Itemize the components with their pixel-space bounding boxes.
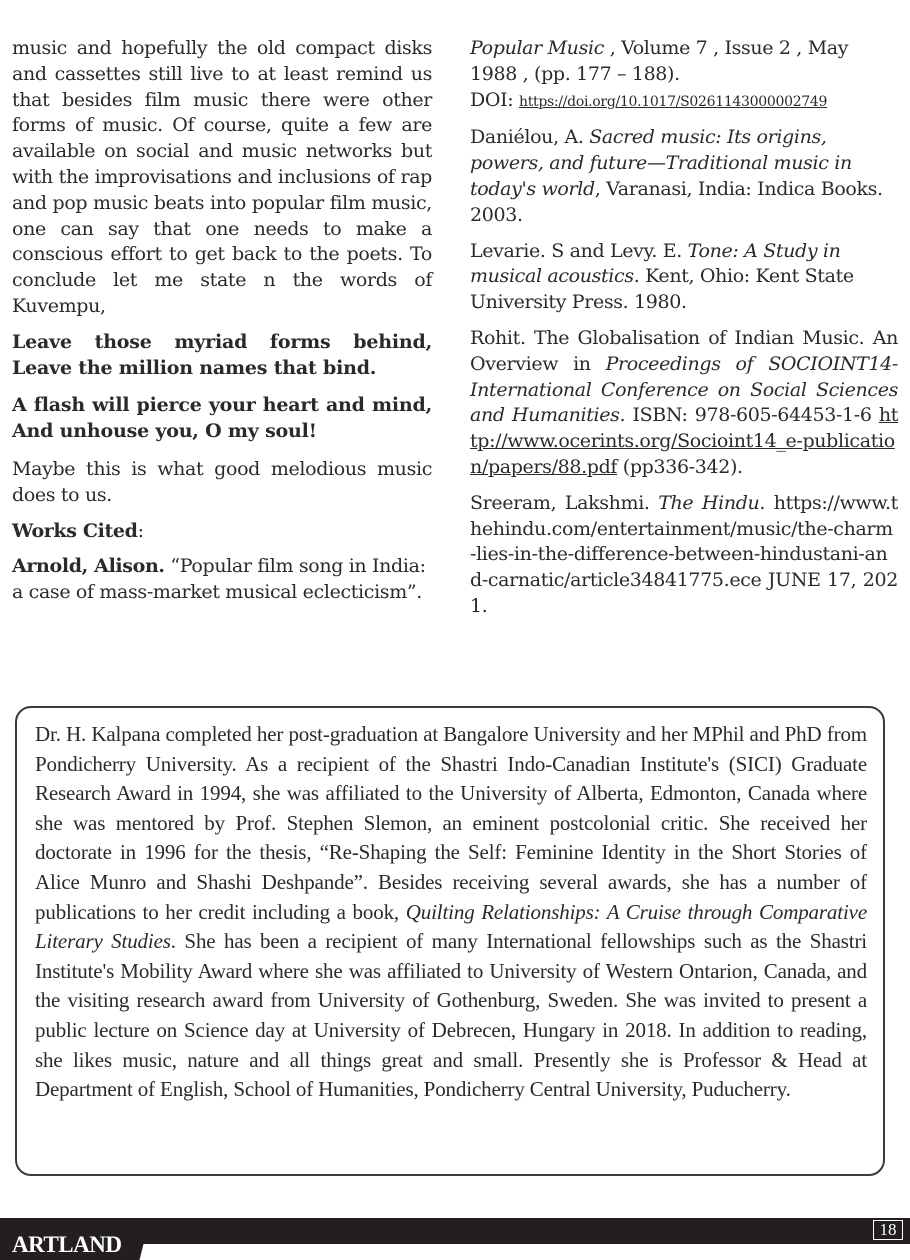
works-cited-colon: :	[137, 519, 144, 542]
bio-text-part-1: Dr. H. Kalpana completed her post-graduation at Bangalore University and her MPhil and PhD from Pondicherry University. As a recipient of the Shastri Indo-Canadian Institute's (SICI) Graduate Research Award in 1994, she was affiliated to the University of Alberta, Edmonton, Canada where she was mentored by Prof. Stephen Slemon, an eminent postcolonial critic. She received her doctorate in 1996 for the thesis, “Re-Shaping the Self: Feminine Identity in the Short Stories of Alice Munro and Shashi Deshpande”. Besides receiving several awards, she has a number of publications to her credit including a book,	[35, 722, 867, 924]
citation-sreeram	[470, 491, 898, 620]
bio-book-title: Quilting Relationships: A Cruise through Comparative Literary Studies	[35, 899, 867, 954]
footer-brand-name: ARTLAND	[12, 1232, 122, 1257]
left-column	[12, 36, 432, 616]
doi-label: DOI:	[470, 88, 520, 111]
citation-pages: (pp336-342).	[617, 455, 743, 478]
intro-paragraph: music and hopefully the old compact disks and cassettes still live to at least remind us that besides film music there were other forms of music. Of course, quite a few are available on social and music networks but with the improvisations and inclusions of rap and pop music beats into popular film music, one can say that one needs to make a conscious effort to get back to the poets. To conclude let me state n the words of Kuvempu,	[12, 37, 432, 317]
citation-author: Rohit. The Globalisation of Indian Music. An Overview in	[470, 326, 898, 375]
citation-danielou	[470, 125, 898, 228]
bio-text-part-2: . She has been a recipient of many International fellowships such as the Shastri Institute's Mobility Award where she was affiliated to University of Western Ontarion, Canada, and the visiting research award from University of Gothenburg, Sweden. She was invited to present a public lecture on Science day at University of Debrecen, Hungary in 2018. In addition to reading, she likes music, nature and all things great and small. Presently she is Professor & Head at Department of English, School of Humanities, Pondicherry Central University, Puducherry.	[35, 929, 867, 1102]
author-bio-box	[15, 706, 885, 1176]
citation-author: Arnold, Alison.	[12, 555, 165, 578]
closing-paragraph: Maybe this is what good melodious music does to us.	[12, 457, 432, 506]
citation-title: “Popular film song in India: a case of mass-market musical eclecticism”.	[12, 555, 426, 604]
poem-verse-2: A flash will pierce your heart and mind, And unhouse you, O my soul!	[12, 394, 432, 443]
works-cited-heading-line	[12, 519, 432, 545]
citation-author: Levarie. S and Levy. E.	[470, 239, 688, 262]
citation-details: , Varanasi, India: Indica Books. 2003.	[470, 177, 883, 226]
citation-isbn: ISBN: 978-605-64453-1-6	[625, 404, 872, 427]
citation-title: Proceedings of SOCIOINT14-International Conference on Social Sciences and Humanities.	[470, 352, 898, 427]
citation-url: https://www.thehindu.com/entertainment/music/the-charm-lies-in-the-difference-between-hindustani-and-carnatic/article34841775.ece	[470, 491, 898, 592]
citation-arnold	[12, 554, 432, 606]
citation-journal: Popular Music	[470, 37, 604, 59]
citation-period: .	[759, 491, 766, 514]
works-cited-heading: Works Cited	[12, 519, 138, 542]
right-column	[470, 36, 898, 630]
citation-url-link[interactable]: http://www.ocerints.org/Socioint14_e-publication/papers/88.pdf	[470, 404, 898, 478]
poem-verse-1: Leave those myriad forms behind, Leave the million names that bind.	[12, 330, 432, 379]
citation-levarie	[470, 239, 898, 316]
doi-link[interactable]: https://doi.org/10.1017/S0261143000002749	[519, 93, 828, 110]
citation-details: , Volume 7 , Issue 2 , May 1988 , (pp. 177 – 188).	[470, 37, 849, 85]
citation-author: Sreeram, Lakshmi.	[470, 491, 659, 514]
page-number: 18	[873, 1220, 903, 1240]
citation-details: . Kent, Ohio: Kent State University Press. 1980.	[470, 265, 854, 314]
author-bio-text	[35, 720, 867, 1105]
citation-title: Sacred music: Its origins, powers, and future—Traditional music in today's world	[470, 126, 852, 200]
citation-author: Daniélou, A.	[470, 126, 590, 149]
citation-arnold-continued	[470, 36, 898, 115]
citation-title: The Hindu	[658, 491, 760, 514]
citation-date: JUNE 17, 2021.	[470, 569, 898, 617]
citation-rohit	[470, 326, 898, 481]
citation-title: Tone: A Study in musical acoustics	[470, 239, 841, 288]
